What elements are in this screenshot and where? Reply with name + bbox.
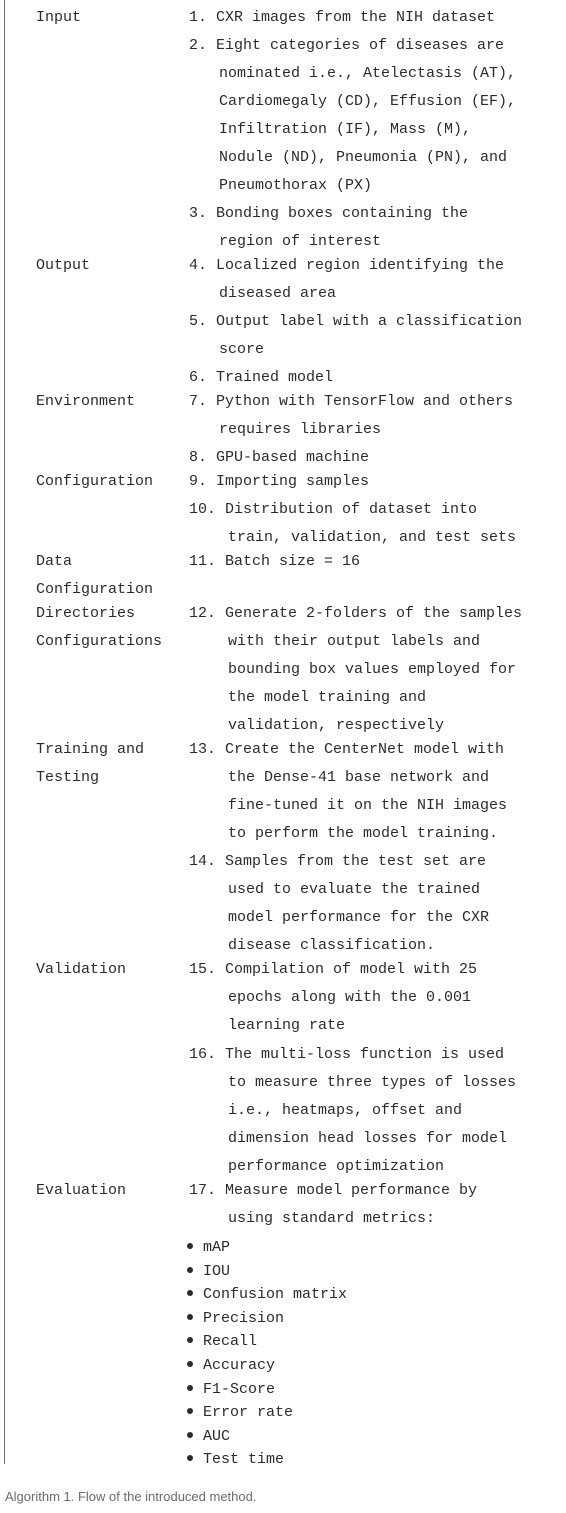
bullet-icon (187, 1455, 193, 1461)
step-17: 17. Measure model performance by using standard metrics: (189, 1182, 478, 1227)
list-item: Confusion matrix (187, 1283, 347, 1307)
step-3: 3. Bonding boxes containing the region of interest (189, 205, 469, 250)
left-border-rule (4, 0, 5, 1464)
bullet-icon (187, 1314, 193, 1320)
list-item: Recall (187, 1330, 347, 1354)
list-item: AUC (187, 1425, 347, 1449)
section-label-data-configuration: Data Configuration (36, 553, 154, 598)
bullet-icon (187, 1361, 193, 1367)
section-label-directories-configurations: Directories Configurations (36, 605, 163, 650)
list-item: Precision (187, 1307, 347, 1331)
section-label-environment: Environment (36, 393, 136, 410)
list-item: Accuracy (187, 1354, 347, 1378)
step-16: 16. The multi-loss function is used to measure three types of losses i.e., heatmaps, offset and dimension head losses for model performance optimization (189, 1046, 517, 1175)
list-item: Error rate (187, 1401, 347, 1425)
list-item: Test time (187, 1448, 347, 1472)
figure-caption: Algorithm 1. Flow of the introduced method. (5, 1489, 257, 1504)
step-12: 12. Generate 2-folders of the samples with their output labels and bounding box values employed for the model training and validation, respectively (189, 605, 523, 734)
bullet-icon (187, 1290, 193, 1296)
step-8: 8. GPU-based machine (189, 449, 370, 466)
list-item: mAP (187, 1236, 347, 1260)
bullet-icon (187, 1337, 193, 1343)
step-5: 5. Output label with a classification score (189, 313, 523, 358)
metrics-list (187, 1236, 347, 1472)
section-label-evaluation: Evaluation (36, 1182, 127, 1199)
section-label-output: Output (36, 257, 91, 274)
section-label-input: Input (36, 9, 82, 26)
step-9: 9. Importing samples (189, 473, 370, 490)
step-13: 13. Create the CenterNet model with the Dense-41 base network and fine-tuned it on the NIH images to perform the model training. (189, 741, 508, 842)
bullet-icon (187, 1408, 193, 1414)
bullet-icon (187, 1267, 193, 1273)
list-item: F1-Score (187, 1378, 347, 1402)
step-1: 1. CXR images from the NIH dataset (189, 9, 496, 26)
step-6: 6. Trained model (189, 369, 334, 386)
step-10: 10. Distribution of dataset into train, validation, and test sets (189, 501, 517, 546)
bullet-icon (187, 1243, 193, 1249)
section-label-configuration: Configuration (36, 473, 154, 490)
bullet-icon (187, 1432, 193, 1438)
step-2: 2. Eight categories of diseases are nominated i.e., Atelectasis (AT), Cardiomegaly (CD), Effusion (EF), Infiltration (IF), Mass (M), Nodule (ND), Pneumonia (PN), and Pneumothorax (PX) (189, 37, 517, 194)
section-label-training-testing: Training and Testing (36, 741, 145, 786)
list-item: IOU (187, 1260, 347, 1284)
step-11: 11. Batch size = 16 (189, 553, 361, 570)
step-4: 4. Localized region identifying the diseased area (189, 257, 505, 302)
bullet-icon (187, 1385, 193, 1391)
section-label-validation: Validation (36, 961, 127, 978)
step-7: 7. Python with TensorFlow and others requires libraries (189, 393, 514, 438)
step-14: 14. Samples from the test set are used to evaluate the trained model performance for the CXR disease classification. (189, 853, 490, 954)
step-15: 15. Compilation of model with 25 epochs along with the 0.001 learning rate (189, 961, 478, 1034)
